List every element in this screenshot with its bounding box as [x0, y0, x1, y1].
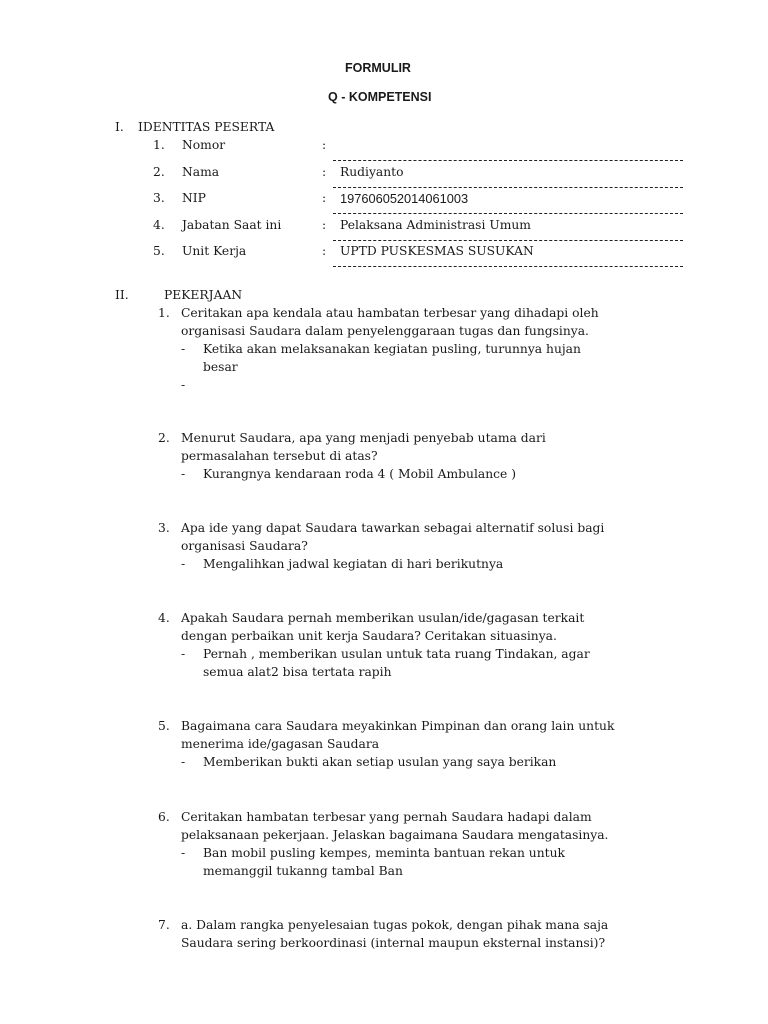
section-number: II.	[115, 288, 129, 302]
field-number: 2.	[153, 165, 165, 179]
answer-text: Mengalihkan jadwal kegiatan di hari berikutnya	[203, 557, 504, 571]
field-underline	[333, 213, 683, 214]
answer-text: Kurangnya kendaraan roda 4 ( Mobil Ambulance )	[203, 467, 517, 481]
question-text: organisasi Saudara?	[181, 539, 308, 553]
field-underline	[333, 187, 683, 188]
field-number: 4.	[153, 218, 165, 232]
field-colon: :	[322, 191, 327, 205]
field-number: 3.	[153, 191, 165, 205]
answer-text: Pernah , memberikan usulan untuk tata ruang Tindakan, agar	[203, 647, 590, 661]
nama-field[interactable]: Rudiyanto	[340, 165, 404, 179]
question-number: 3.	[158, 521, 170, 535]
form-title: FORMULIR	[345, 61, 411, 75]
section-heading: PEKERJAAN	[164, 288, 243, 302]
field-underline	[333, 266, 683, 267]
answer-bullet: -	[181, 846, 186, 860]
unit-kerja-field[interactable]: UPTD PUSKESMAS SUSUKAN	[340, 244, 534, 258]
answer-text: Ban mobil pusling kempes, meminta bantuan rekan untuk	[203, 846, 565, 860]
field-number: 5.	[153, 244, 165, 258]
answer-bullet: -	[181, 467, 186, 481]
field-colon: :	[322, 218, 327, 232]
jabatan-field[interactable]: Pelaksana Administrasi Umum	[340, 218, 531, 232]
question-text: Ceritakan hambatan terbesar yang pernah Saudara hadapi dalam	[181, 810, 592, 824]
question-number: 1.	[158, 306, 170, 320]
field-label: Unit Kerja	[182, 244, 247, 258]
question-text: Apa ide yang dapat Saudara tawarkan sebagai alternatif solusi bagi	[181, 521, 605, 535]
question-text: permasalahan tersebut di atas?	[181, 449, 378, 463]
field-colon: :	[322, 244, 327, 258]
answer-bullet: -	[181, 647, 186, 661]
field-label: Nomor	[182, 138, 226, 152]
question-text: Menurut Saudara, apa yang menjadi penyebab utama dari	[181, 431, 546, 445]
answer-bullet: -	[181, 378, 186, 392]
field-label: NIP	[182, 191, 206, 205]
field-number: 1.	[153, 138, 165, 152]
answer-text: Memberikan bukti akan setiap usulan yang saya berikan	[203, 755, 557, 769]
field-underline	[333, 160, 683, 161]
question-text: menerima ide/gagasan Saudara	[181, 737, 380, 751]
field-label: Jabatan Saat ini	[182, 218, 282, 232]
question-text: Ceritakan apa kendala atau hambatan terbesar yang dihadapi oleh	[181, 306, 599, 320]
answer-text: memanggil tukanng tambal Ban	[203, 864, 403, 878]
question-text: organisasi Saudara dalam penyelenggaraan tugas dan fungsinya.	[181, 324, 589, 338]
section-number: I.	[115, 120, 124, 134]
question-text: a. Dalam rangka penyelesaian tugas pokok, dengan pihak mana saja	[181, 918, 609, 932]
answer-text: Ketika akan melaksanakan kegiatan pusling, turunnya hujan	[203, 342, 581, 356]
nip-field[interactable]: 197606052014061003	[340, 191, 469, 206]
question-number: 6.	[158, 810, 170, 824]
field-label: Nama	[182, 165, 220, 179]
question-number: 5.	[158, 719, 170, 733]
field-colon: :	[322, 165, 327, 179]
question-text: pelaksanaan pekerjaan. Jelaskan bagaimana Saudara mengatasinya.	[181, 828, 609, 842]
answer-bullet: -	[181, 557, 186, 571]
answer-text: besar	[203, 360, 238, 374]
question-text: Apakah Saudara pernah memberikan usulan/ide/gagasan terkait	[181, 611, 585, 625]
form-subtitle: Q - KOMPETENSI	[328, 90, 432, 104]
question-text: dengan perbaikan unit kerja Saudara? Ceritakan situasinya.	[181, 629, 557, 643]
field-colon: :	[322, 138, 327, 152]
question-number: 4.	[158, 611, 170, 625]
question-text: Saudara sering berkoordinasi (internal maupun eksternal instansi)?	[181, 936, 606, 950]
section-heading: IDENTITAS PESERTA	[138, 120, 275, 134]
answer-text: semua alat2 bisa tertata rapih	[203, 665, 392, 679]
answer-bullet: -	[181, 342, 186, 356]
answer-bullet: -	[181, 755, 186, 769]
question-text: Bagaimana cara Saudara meyakinkan Pimpinan dan orang lain untuk	[181, 719, 615, 733]
question-number: 7.	[158, 918, 170, 932]
field-underline	[333, 240, 683, 241]
question-number: 2.	[158, 431, 170, 445]
